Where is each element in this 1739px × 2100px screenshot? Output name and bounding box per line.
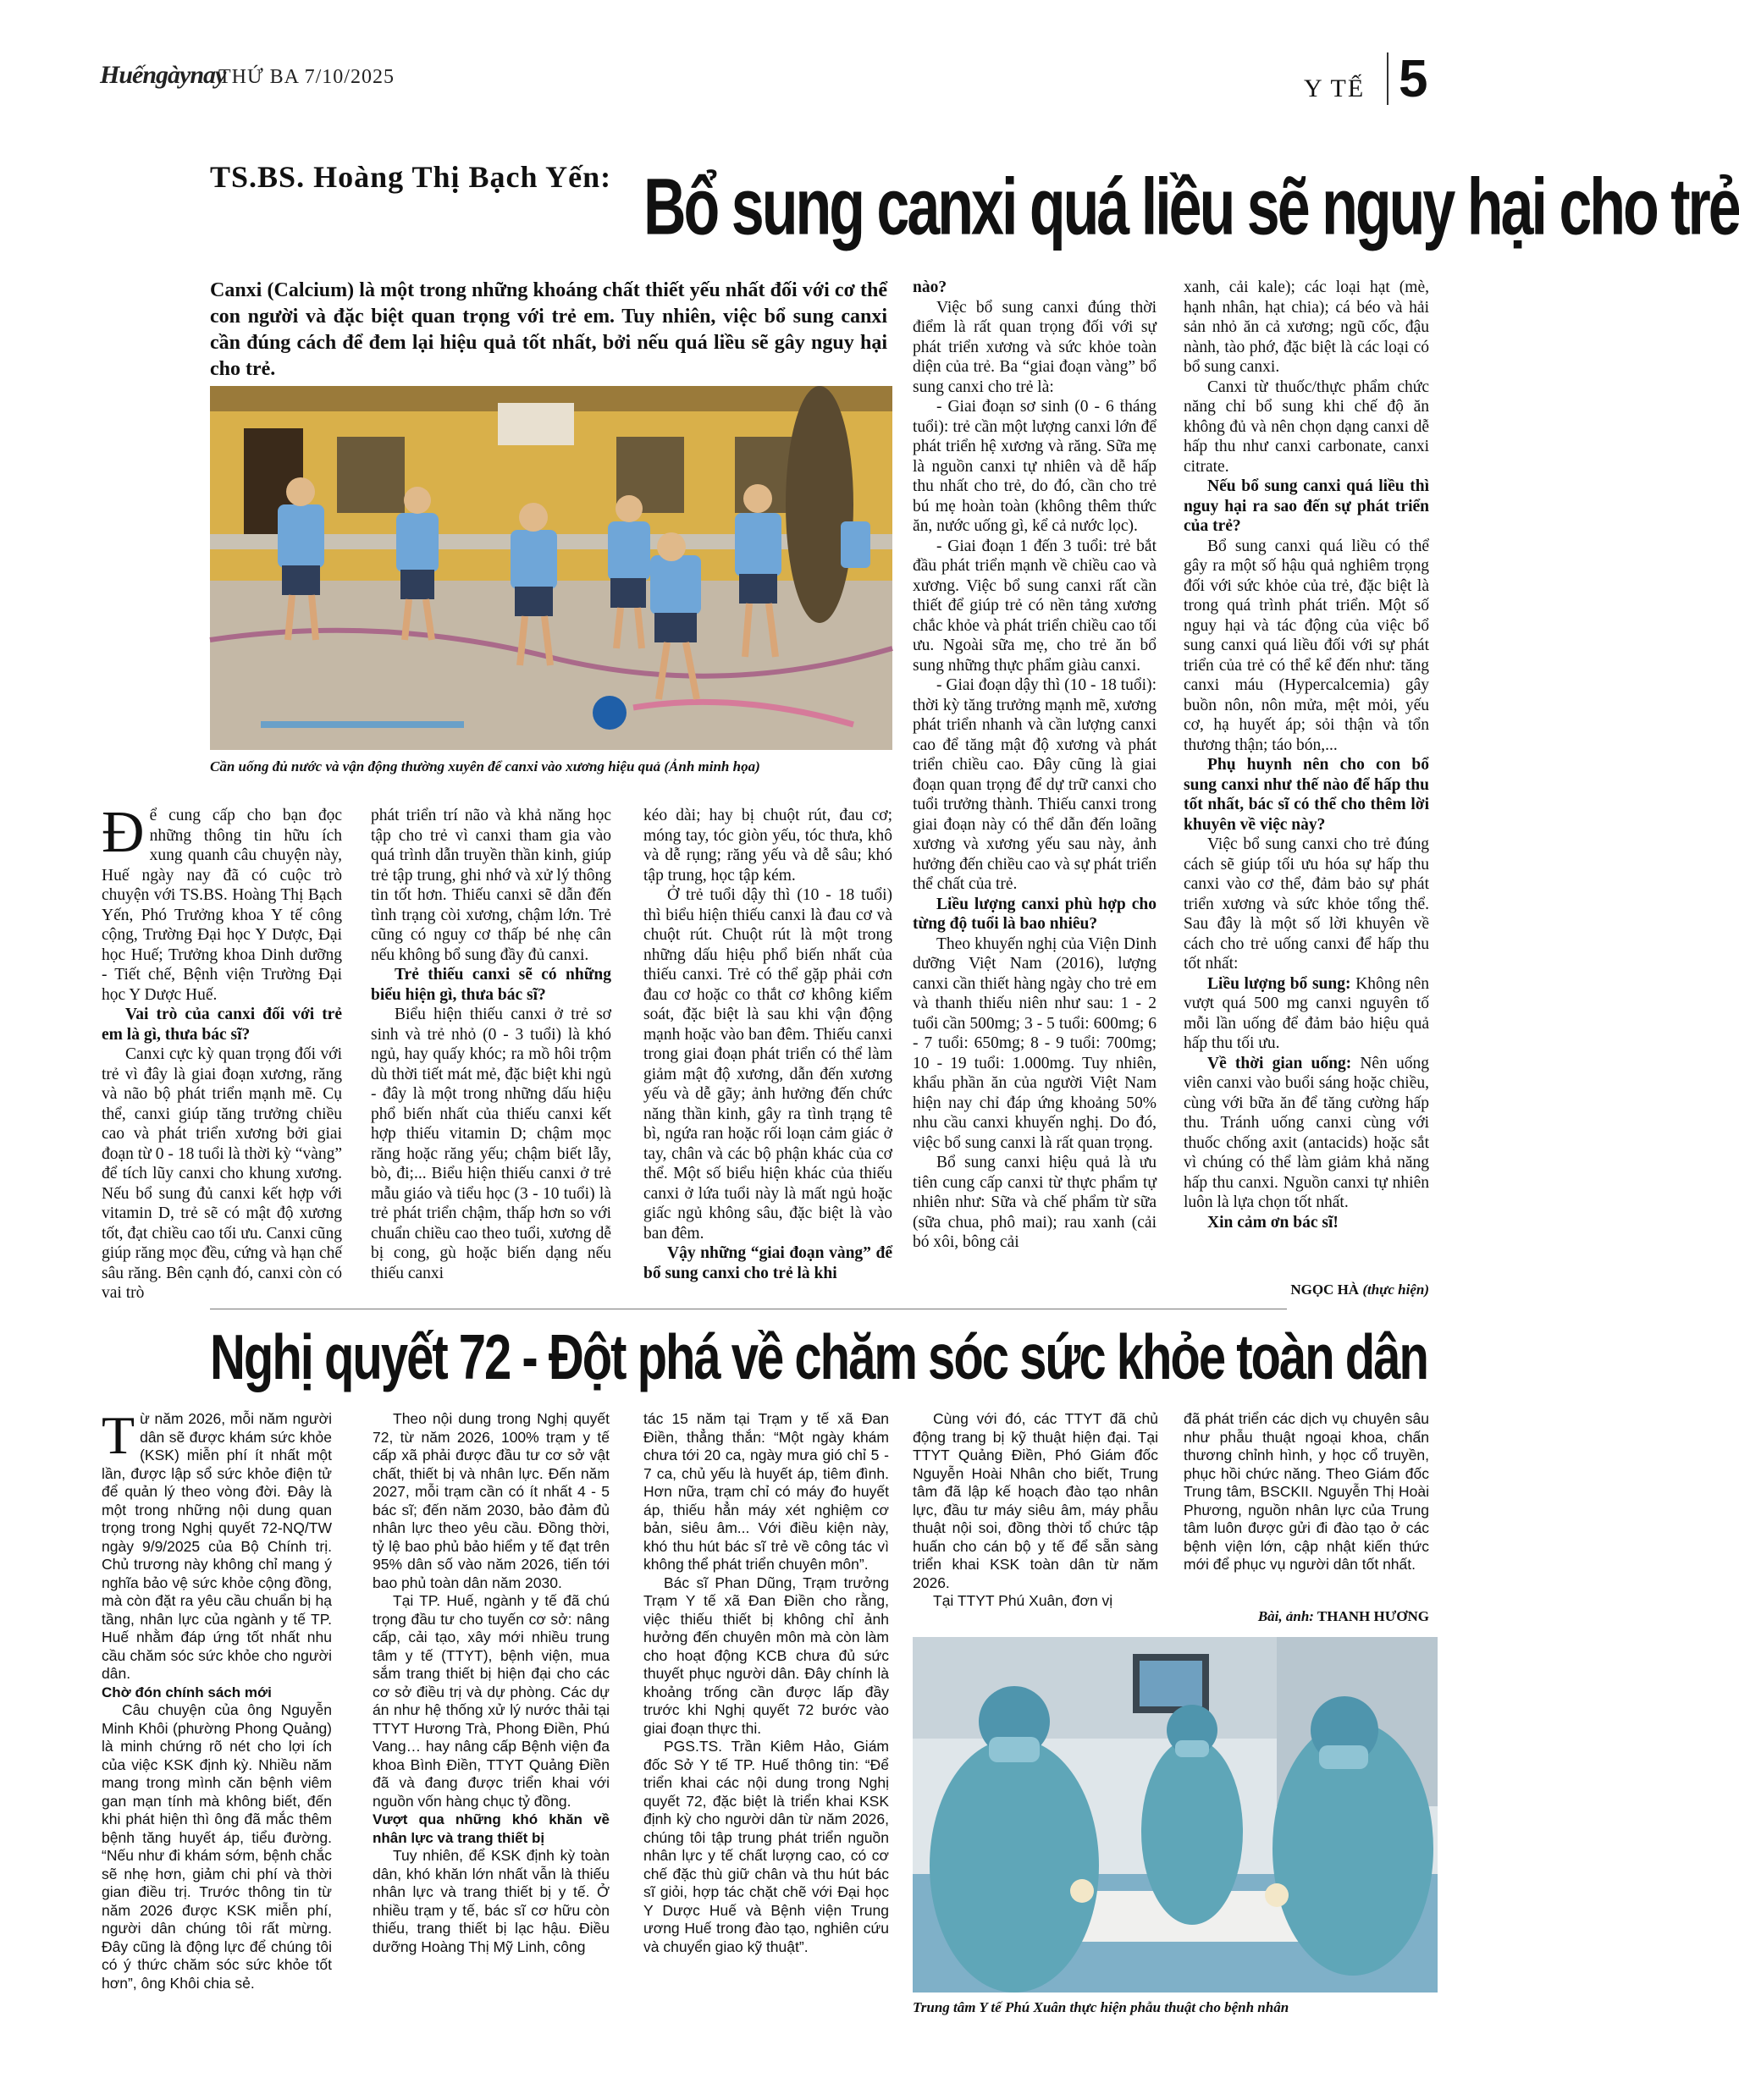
- paragraph: Biểu hiện thiếu canxi ở trẻ sơ sinh và trẻ nhỏ (0 - 3 tuổi) là khó ngủ, hay quấy khóc; ra mồ hôi trộm dù thời tiết mát mẻ, đặc biệt khi ngủ - đây là một trong những dấu hiệu phổ biến nhất của thiếu canxi kết hợp thiếu vitamin D; chậm mọc răng hoặc răng yếu; chậm biết lẫy, bò, đi;... Biểu hiện thiếu canxi ở trẻ mẫu giáo và tiểu học (3 - 10 tuổi) là trẻ phát triển chậm, thấp hơn so với chuẩn chiều cao theo tuổi, xương dễ bị cong, gù hoặc biến dạng nếu thiếu canxi: [371, 1006, 611, 1282]
- newspaper-logo: Huếngàynay: [100, 61, 226, 89]
- paragraph: Bổ sung canxi quá liều có thể gây ra một số hậu quả nghiêm trọng đối với sức khỏe của trẻ, đặc biệt là trong quá trình phát triển. Một số nguy hại và tác động của việc bổ sung canxi quá liều đối với sự phát triển của trẻ có thể kể đến như: tăng canxi máu (Hypercalcemia) gây buồn nôn, nôn mửa, mệt mỏi, yếu cơ, hạ huyết áp; sỏi thận và tổn thương thận; táo bón,...: [1184, 537, 1429, 754]
- interview-question: Trẻ thiếu canxi sẽ có những biểu hiện gì, thưa bác sĩ?: [371, 966, 611, 1004]
- byline-label: Bài, ảnh:: [1257, 1608, 1314, 1624]
- paragraph: Câu chuyện của ông Nguyễn Minh Khôi (phường Phong Quảng) là minh chứng rõ nét cho lợi ích của việc KSK định kỳ. Nhiều năm mang trong mình căn bệnh viêm gan mạn tính mà không biết, đến khi phát hiện thì ông đã mắc thêm bệnh tăng huyết áp, tiểu đường. “Nếu như đi khám sớm, bệnh chắc sẽ nhẹ hơn, giảm chi phí và thời gian điều trị. Trước thông tin từ năm 2026 được KSK miễn phí, người dân chúng tôi rất mừng. Đây cũng là động lực để chúng tôi có ý thức chăm sóc sức khỏe tốt hơn”, ông Khôi chia sẻ.: [102, 1701, 332, 1992]
- paragraph: ừ năm 2026, mỗi năm người dân sẽ được khám sức khỏe (KSK) miễn phí ít nhất một lần, được lập sổ sức khỏe điện tử để quản lý theo vòng đời. Đây là một trong những nội dung quan trọng trong Nghị quyết 72-NQ/TW ngày 9/9/2025 của Bộ Chính trị. Chủ trương này không chỉ mang ý nghĩa bảo vệ sức khỏe cộng đồng, mà còn đặt ra yêu cầu chuẩn bị hạ tầng, nhân lực của ngành y tế TP. Huế nhằm đáp ứng tốt nhất nhu cầu chăm sóc sức khỏe cho người dân.: [102, 1410, 332, 1682]
- dropcap: T: [102, 1405, 135, 1465]
- section-name: Y TẾ: [1304, 74, 1366, 102]
- subheading: Chờ đón chính sách mới: [102, 1684, 272, 1700]
- interview-question: Vậy những “giai đoạn vàng” để bổ sung canxi cho trẻ là khi: [643, 1244, 892, 1282]
- article1-lead: Canxi (Calcium) là một trong những khoáng chất thiết yếu nhất đối với cơ thể con người và đặc biệt quan trọng với trẻ em. Tuy nhiên, việc bổ sung canxi cần đúng cách để đem lại hiệu quả tốt nhất, bởi nếu quá liều sẽ gây nguy hại cho trẻ.: [210, 279, 887, 380]
- byline-name: THANH HƯƠNG: [1317, 1608, 1429, 1624]
- paragraph: phát triển trí não và khả năng học tập cho trẻ vì canxi tham gia vào quá trình dẫn truyền thần kinh, giúp trẻ tập trung, ghi nhớ và xử lý thông tin tốt hơn. Thiếu canxi sẽ dẫn đến tình trạng còi xương, chậm lớn. Trẻ cũng có nguy cơ thấp bé nhẹ cân nếu không bổ sung đầy đủ canxi.: [371, 807, 611, 964]
- article2-photo: [913, 1637, 1438, 1993]
- paragraph: Việc bổ sung canxi đúng thời điểm là rất quan trọng đối với sự phát triển xương và sức khỏe toàn diện của trẻ. Ba “giai đoạn vàng” bổ sung canxi cho trẻ là:: [913, 298, 1157, 396]
- paragraph: PGS.TS. Trần Kiêm Hảo, Giám đốc Sở Y tế TP. Huế thông tin: “Để triển khai các nội dung trong Nghị quyết 72, đặc biệt là triển khai KSK định kỳ cho người dân từ năm 2026, chúng tôi tập trung phát triển nguồn nhân lực y tế chất lượng cao, có cơ chế đặc thù giữ chân và thu hút bác sĩ giỏi, hợp tác chặt chẽ với Đại học Y Dược Huế và Bệnh viện Trung ương Huế trong đào tạo, nghiên cứu và chuyển giao kỹ thuật”.: [643, 1738, 889, 1955]
- closing-line: Xin cảm ơn bác sĩ!: [1207, 1213, 1339, 1232]
- paragraph: Bác sĩ Phan Dũng, Trạm trưởng Trạm Y tế xã Đan Điền cho rằng, việc thiếu thiết bị không chỉ ảnh hưởng đến chuyên môn mà còn làm cho hoạt động KCB chưa đủ sức thuyết phục người dân. Đây chính là khoảng trống cần được lấp đầy trước khi Nghị quyết 72 bước vào giai đoạn thực thi.: [643, 1574, 889, 1737]
- article2-column-4: [913, 1410, 1158, 1611]
- article1-headline: Bổ sung canxi quá liều sẽ nguy hại cho trẻ: [643, 162, 1739, 251]
- paragraph: Ở trẻ tuổi dậy thì (10 - 18 tuổi) thì biểu hiện thiếu canxi là đau cơ và chuột rút. Chuột rút là một trong những dấu hiệu phổ biến nhất của thiếu canxi. Trẻ có thể gặp phải cơn đau cơ hoặc co thắt cơ không kiểm soát, đặc biệt là sau khi vận động mạnh hoặc vào ban đêm. Thiếu canxi trong giai đoạn phát triển có thể làm giảm mật độ xương, dẫn đến xương yếu và dễ gãy; ảnh hưởng đến chức năng thần kinh, gây ra tình trạng tê bì, ngứa ran hoặc rối loạn cảm giác ở tay, chân và các bộ phận khác của cơ thể. Một số biểu hiện khác của thiếu canxi ở lứa tuổi này là mất ngủ hoặc giấc ngủ không sâu, đặc biệt là vào ban đêm.: [643, 886, 892, 1243]
- article2-column-3: [643, 1410, 889, 1956]
- paragraph: Canxi từ thuốc/thực phẩm chức năng chỉ bổ sung khi chế độ ăn không đủ và nên chọn dạng canxi dễ hấp thu như canxi carbonate, canxi citrate.: [1184, 378, 1429, 476]
- paragraph: - Giai đoạn dậy thì (10 - 18 tuổi): thời kỳ tăng trưởng mạnh mẽ, xương phát triển nhanh và cần lượng canxi cao để tăng mật độ xương và phát triển chiều cao. Đây cũng là giai đoạn quan trọng để dự trữ canxi cho tuổi trưởng thành. Thiếu canxi trong giai đoạn này có thể dẫn đến loãng xương và xương yếu sau này, ảnh hưởng đến chiều cao và sự phát triển thể chất của trẻ.: [913, 676, 1157, 893]
- page-number: 5: [1399, 50, 1428, 108]
- paragraph: ể cung cấp cho bạn đọc những thông tin hữu ích xung quanh câu chuyện này, Huế ngày nay đã có cuộc trò chuyện với TS.BS. Hoàng Thị Bạch Yến, Phó Trưởng khoa Y tế công cộng, Trường Đại học Y Dược, Đại học Huế; Trưởng khoa Dinh dưỡng - Tiết chế, Bệnh viện Trường Đại học Y Dược Huế.: [102, 807, 342, 1004]
- paragraph: Tại TP. Huế, ngành y tế đã chú trọng đầu tư cho tuyến cơ sở: nâng cấp, cải tạo, xây mới nhiều trung tâm y tế (TTYT), bệnh viện, mua sắm trang thiết bị hiện đại cho các cơ sở điều trị và dự phòng. Các dự án như hệ thống xử lý nước thải tại TTYT Hương Trà, Phong Điền, Phú Vang… hay nâng cấp Bệnh viện đa khoa Bình Điền, TTYT Quảng Điền đã và đang được triển khai với nguồn vốn hàng chục tỷ đồng.: [373, 1592, 610, 1810]
- article2-photo-caption: Trung tâm Y tế Phú Xuân thực hiện phẫu thuật cho bệnh nhân: [913, 1999, 1289, 2015]
- paragraph: Tại TTYT Phú Xuân, đơn vị: [933, 1592, 1113, 1609]
- article1-column-2: [371, 806, 611, 1283]
- interview-question: Liều lượng canxi phù hợp cho từng độ tuổi là bao nhiêu?: [913, 895, 1157, 933]
- paragraph: - Giai đoạn 1 đến 3 tuổi: trẻ bắt đầu phát triển mạnh về chiều cao và xương. Việc bổ sung canxi rất cần thiết để giúp trẻ có nền tảng xương chắc khỏe và phát triển chiều cao tối ưu. Ngoài sữa mẹ, cho trẻ ăn bổ sung những thực phẩm giàu canxi.: [913, 537, 1157, 675]
- paragraph: Nên uống viên canxi vào buổi sáng hoặc chiều, cùng với bữa ăn để tăng cường hấp thu. Tránh uống canxi cùng với thuốc chống axit (antacids) hoặc sắt vì chúng có thể làm giảm khả năng hấp thu canxi. Nguồn canxi tự nhiên luôn là lựa chọn tốt nhất.: [1184, 1054, 1429, 1211]
- article2-column-2: [373, 1410, 610, 1956]
- paragraph: Không nên vượt quá 500 mg canxi nguyên tố mỗi lần uống để đảm bảo hiệu quả hấp thu tối ưu.: [1184, 974, 1429, 1052]
- article1-column-1: [102, 800, 342, 1304]
- paragraph: Canxi cực kỳ quan trọng đối với trẻ vì đây là giai đoạn xương, răng và não bộ phát triển mạnh mẽ. Cụ thể, canxi giúp tăng trưởng chiều cao và phát triển xương bởi giai đoạn từ 0 - 18 tuổi là thời kỳ “vàng” để tích lũy canxi cho khung xương. Nếu bổ sung đủ canxi kết hợp với vitamin D, trẻ sẽ có mật độ xương tốt, đạt chiều cao tối ưu. Canxi cũng giúp răng mọc đều, cứng và hạn chế sâu răng. Bên cạnh đó, canxi còn có vai trò: [102, 1045, 342, 1302]
- subheading: Vượt qua những khó khăn về nhân lực và trang thiết bị: [373, 1811, 610, 1846]
- paragraph: - Giai đoạn sơ sinh (0 - 6 tháng tuổi): trẻ cần một lượng canxi lớn để phát triển hệ xương và răng. Sữa mẹ là nguồn canxi tự nhiên và dễ hấp thu nhất cho trẻ, do đó, cần cho trẻ bú mẹ hoàn toàn (không thêm thức ăn, nước uống gì, kể cả nước lọc).: [913, 398, 1157, 535]
- article1-column-4: [913, 278, 1157, 1253]
- paragraph: Việc bổ sung canxi cho trẻ đúng cách sẽ giúp tối ưu hóa sự hấp thu canxi vào cơ thể, đảm bảo sự phát triển xương và sức khỏe tổng thể. Sau đây là một số lời khuyên về cách cho trẻ uống canxi để hấp thu tốt nhất:: [1184, 835, 1429, 973]
- article2-column-1: [102, 1405, 332, 1993]
- interview-question: Phụ huynh nên cho con bổ sung canxi như thế nào để hấp thu tốt nhất, bác sĩ có thể cho thêm lời khuyên về việc này?: [1184, 756, 1429, 834]
- dropcap: Đ: [102, 800, 145, 865]
- paragraph: xanh, cải kale); các loại hạt (mè, hạnh nhân, hạt chia); cá béo và hải sản nhỏ ăn cả xương; ngũ cốc, đậu nành, tào phớ, đặc biệt là các loại có bổ sung canxi.: [1184, 278, 1429, 376]
- article2-byline: [1184, 1608, 1429, 1625]
- surgery-photo-illustration: [913, 1637, 1438, 1993]
- paragraph: Cùng với đó, các TTYT đã chủ động trang bị kỹ thuật hiện đại. Tại TTYT Quảng Điền, Phó Giám đốc Nguyễn Hoài Nhân cho biết, Trung tâm đã lập kế hoạch đào tạo nhân lực, đầu tư máy siêu âm, máy phẫu thuật nội soi, đồng thời tổ chức tập huấn cho cán bộ y tế để sẵn sàng triển khai KSK toàn dân từ năm 2026.: [913, 1410, 1158, 1591]
- article2-headline: Nghị quyết 72 - Đột phá về chăm sóc sức khỏe toàn dân: [210, 1321, 1427, 1393]
- article1-byline: [1184, 1281, 1429, 1298]
- byline-name: NGỌC HÀ: [1290, 1281, 1360, 1298]
- paragraph: đã phát triển các dịch vụ chuyên sâu như phẫu thuật ngoại khoa, chấn thương chỉnh hình, y học cổ truyền, phục hồi chức năng. Theo Giám đốc Trung tâm, BSCKII. Nguyễn Thị Hoài Phương, nguồn nhân lực của Trung tâm luôn được gửi đi đào tạo ở các bệnh viện lớn, cập nhật kiến thức mới để phục vụ người dân tốt nhất.: [1184, 1410, 1429, 1573]
- paragraph: Theo nội dung trong Nghị quyết 72, từ năm 2026, 100% trạm y tế cấp xã phải được đầu tư cơ sở vật chất, thiết bị và nhân lực. Đến năm 2027, mỗi trạm cần có ít nhất 4 - 5 bác sĩ; đến năm 2030, bảo đảm đủ nhân lực theo yêu cầu. Đồng thời, tỷ lệ bao phủ bảo hiểm y tế đạt trên 95% dân số vào năm 2026, tiến tới bao phủ toàn dân năm 2030.: [373, 1410, 610, 1591]
- paragraph: tác 15 năm tại Trạm y tế xã Đan Điền, thẳng thắn: “Một ngày khám chưa tới 20 ca, ngày mưa gió chỉ 5 - 7 ca, chủ yếu là huyết áp, tiêm đình. Hơn nữa, trạm chỉ có máy đo huyết áp, thiếu hẳn máy xét nghiệm cơ bản, siêu âm... Với điều kiện này, khó thu hút bác sĩ trẻ về công tác vì không thể phát triển chuyên môn”.: [643, 1410, 889, 1573]
- interview-question: Nếu bổ sung canxi quá liều thì nguy hại ra sao đến sự phát triển của trẻ?: [1184, 477, 1429, 535]
- article1-photo: [210, 386, 892, 750]
- paragraph: Tuy nhiên, để KSK định kỳ toàn dân, khó khăn lớn nhất vẫn là thiếu nhân lực và trang thiết bị y tế. Ở nhiều trạm y tế, bác sĩ cơ hữu còn thiếu, trang thiết bị lạc hậu. Điều dưỡng Hoàng Thị Mỹ Linh, công: [373, 1847, 610, 1955]
- paragraph: Bổ sung canxi hiệu quả là ưu tiên cung cấp canxi từ thực phẩm tự nhiên như: Sữa và chế phẩm từ sữa (sữa chua, phô mai); rau xanh (cải bó xôi, bông cải: [913, 1154, 1157, 1251]
- article1-author: TS.BS. Hoàng Thị Bạch Yến:: [210, 160, 612, 194]
- advice-label: Về thời gian uống:: [1207, 1054, 1352, 1072]
- byline-role: (thực hiện): [1362, 1281, 1429, 1298]
- article1-column-3: [643, 806, 892, 1283]
- header-divider: [1387, 52, 1388, 105]
- article1-photo-caption: Cần uống đủ nước và vận động thường xuyên để canxi vào xương hiệu quả (Ảnh minh họa): [210, 758, 760, 774]
- article2-column-5: [1184, 1410, 1429, 1574]
- article1-column-5: [1184, 278, 1429, 1232]
- paragraph: Theo khuyến nghị của Viện Dinh dưỡng Việt Nam (2016), lượng canxi cần thiết hàng ngày cho trẻ em và thanh thiếu niên như sau: 1 - 2 tuổi cần 500mg; 3 - 5 tuổi: 600mg; 6 - 7 tuổi: 650mg; 8 - 9 tuổi: 700mg; 10 - 19 tuổi: 1.000mg. Tuy nhiên, khẩu phần ăn của người Việt Nam hiện nay chỉ đáp ứng khoảng 50% nhu cầu canxi khuyến nghị. Do đó, việc bổ sung canxi là rất quan trọng.: [913, 934, 1157, 1152]
- interview-question: nào?: [913, 278, 947, 296]
- schoolyard-photo-illustration: [210, 386, 892, 750]
- paragraph: kéo dài; hay bị chuột rút, đau cơ; móng tay, tóc giòn yếu, tóc thưa, khô và dễ rụng; răng yếu và dễ sâu; khó tập trung, học tập kém.: [643, 807, 892, 885]
- interview-question: Vai trò của canxi đối với trẻ em là gì, thưa bác sĩ?: [102, 1006, 342, 1044]
- issue-date: THỨ BA 7/10/2025: [218, 66, 395, 88]
- advice-label: Liều lượng bổ sung:: [1207, 974, 1351, 993]
